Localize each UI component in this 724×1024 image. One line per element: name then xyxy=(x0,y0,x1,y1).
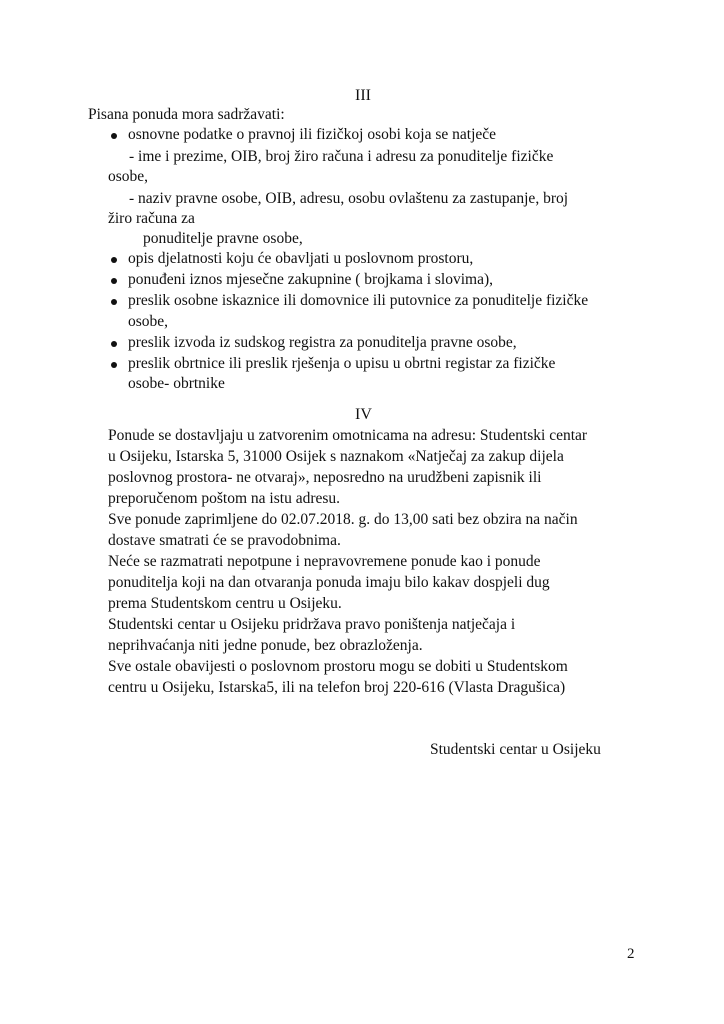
list-item-continuation: osobe, xyxy=(128,313,169,330)
paragraph-line: ponuditelja koji na dan otvaranja ponuda imaju bilo kakav dospjeli dug xyxy=(108,574,550,591)
paragraph-line: centru u Osijeku, Istarska5, ili na telefon broj 220-616 (Vlasta Dragušica) xyxy=(108,679,566,696)
list-item: - ime i prezime, OIB, broj žiro računa i adresu za ponuditelje fizičke xyxy=(129,148,554,165)
section-4-heading: IV xyxy=(355,406,372,423)
section-3-intro: Pisana ponuda mora sadržavati: xyxy=(88,106,285,123)
page-number: 2 xyxy=(627,946,635,962)
paragraph-line: poslovnog prostora- ne otvaraj», neposredno na urudžbeni zapisnik ili xyxy=(108,469,542,486)
bullet-icon xyxy=(111,278,117,284)
list-item: preslik obrtnice ili preslik rješenja o upisu u obrtni registar za fizičke xyxy=(128,355,556,372)
bullet-icon xyxy=(111,257,117,263)
list-item-continuation: ponuditelje pravne osobe, xyxy=(143,230,303,247)
bullet-icon xyxy=(111,341,117,347)
paragraph-line: Ponude se dostavljaju u zatvorenim omotnicama na adresu: Studentski centar xyxy=(108,427,588,444)
bullet-icon xyxy=(111,133,117,139)
paragraph-line: prema Studentskom centru u Osijeku. xyxy=(108,595,342,612)
list-item: preslik osobne iskaznice ili domovnice ili putovnice za ponuditelje fizičke xyxy=(128,292,589,309)
paragraph-line: Neće se razmatrati nepotpune i nepravovremene ponude kao i ponude xyxy=(108,553,541,570)
list-item: ponuđeni iznos mjesečne zakupnine ( brojkama i slovima), xyxy=(128,271,494,288)
list-item: - naziv pravne osobe, OIB, adresu, osobu ovlaštenu za zastupanje, broj xyxy=(129,190,569,207)
list-item: opis djelatnosti koju će obavljati u poslovnom prostoru, xyxy=(128,250,474,267)
paragraph-line: neprihvaćanja niti jedne ponude, bez obrazloženja. xyxy=(108,637,423,654)
bullet-icon xyxy=(111,299,117,305)
signature: Studentski centar u Osijeku xyxy=(430,741,601,758)
list-item: preslik izvoda iz sudskog registra za ponuditelja pravne osobe, xyxy=(128,334,517,351)
list-item-continuation: osobe- obrtnike xyxy=(128,375,225,392)
paragraph-line: Sve ostale obavijesti o poslovnom prostoru mogu se dobiti u Studentskom xyxy=(108,658,568,675)
list-item-continuation: žiro računa za xyxy=(108,210,195,227)
list-item: osnovne podatke o pravnoj ili fizičkoj osobi koja se natječe xyxy=(128,126,497,143)
paragraph-line: u Osijeku, Istarska 5, 31000 Osijek s naznakom «Natječaj za zakup dijela xyxy=(108,448,564,465)
paragraph-line: preporučenom poštom na istu adresu. xyxy=(108,490,341,507)
bullet-icon xyxy=(111,362,117,368)
list-item-continuation: osobe, xyxy=(108,168,149,185)
paragraph-line: Sve ponude zaprimljene do 02.07.2018. g. do 13,00 sati bez obzira na način xyxy=(108,511,578,528)
paragraph-line: dostave smatrati će se pravodobnima. xyxy=(108,532,341,549)
section-3-heading: III xyxy=(355,87,371,104)
paragraph-line: Studentski centar u Osijeku pridržava pravo poništenja natječaja i xyxy=(108,616,516,633)
